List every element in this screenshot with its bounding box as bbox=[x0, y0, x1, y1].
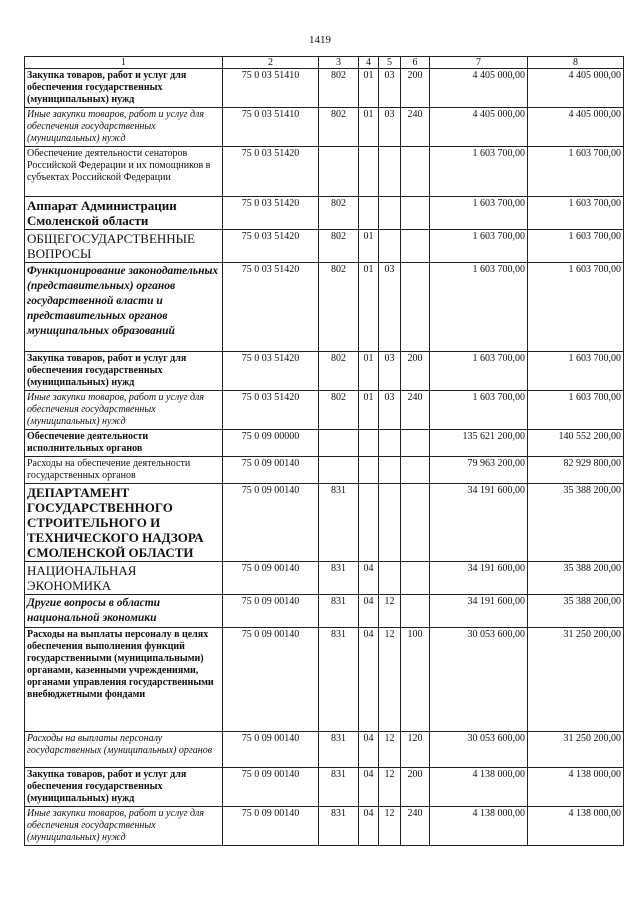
row-name-cell: Иные закупки товаров, работ и услуг для обеспечения государственных (муниципальных) нужд bbox=[25, 391, 223, 430]
subsection-cell: 03 bbox=[379, 391, 401, 430]
expense-type-cell bbox=[401, 562, 430, 595]
amount-cell-col7: 1 603 700,00 bbox=[430, 230, 528, 263]
expense-type-cell bbox=[401, 263, 430, 352]
admin-code-cell: 802 bbox=[319, 352, 359, 391]
expense-type-cell bbox=[401, 595, 430, 628]
admin-code-cell: 802 bbox=[319, 230, 359, 263]
code-cell: 75 0 03 51420 bbox=[223, 391, 319, 430]
table-row bbox=[25, 197, 624, 230]
section-cell: 04 bbox=[359, 732, 379, 768]
admin-code-cell: 831 bbox=[319, 768, 359, 807]
section-cell: 04 bbox=[359, 628, 379, 732]
row-name-cell: Закупка товаров, работ и услуг для обеспечения государственных (муниципальных) нужд bbox=[25, 69, 223, 108]
row-name-cell: Расходы на выплаты персоналу в целях обеспечения выполнения функций государственными (муниципальными) органами, казенными учреждениями, органами управления государственными внебюджетными фондами bbox=[25, 628, 223, 732]
admin-code-cell: 831 bbox=[319, 562, 359, 595]
amount-cell-col7: 1 603 700,00 bbox=[430, 147, 528, 197]
subsection-cell bbox=[379, 562, 401, 595]
code-cell: 75 0 03 51420 bbox=[223, 230, 319, 263]
expense-type-cell: 120 bbox=[401, 732, 430, 768]
row-name-cell: Иные закупки товаров, работ и услуг для обеспечения государственных (муниципальных) нужд bbox=[25, 807, 223, 846]
code-cell: 75 0 03 51410 bbox=[223, 69, 319, 108]
amount-cell-col8: 35 388 200,00 bbox=[528, 562, 624, 595]
header-cell: 4 bbox=[359, 57, 379, 69]
code-cell: 75 0 09 00140 bbox=[223, 595, 319, 628]
subsection-cell: 03 bbox=[379, 352, 401, 391]
amount-cell-col8: 4 138 000,00 bbox=[528, 807, 624, 846]
section-cell bbox=[359, 147, 379, 197]
amount-cell-col8: 1 603 700,00 bbox=[528, 352, 624, 391]
code-cell: 75 0 09 00140 bbox=[223, 768, 319, 807]
subsection-cell: 12 bbox=[379, 768, 401, 807]
expense-type-cell: 240 bbox=[401, 391, 430, 430]
header-cell: 3 bbox=[319, 57, 359, 69]
section-cell bbox=[359, 457, 379, 484]
section-cell: 01 bbox=[359, 352, 379, 391]
table-row bbox=[25, 230, 624, 263]
amount-cell-col8: 1 603 700,00 bbox=[528, 197, 624, 230]
expense-type-cell: 200 bbox=[401, 69, 430, 108]
header-cell: 6 bbox=[401, 57, 430, 69]
amount-cell-col7: 34 191 600,00 bbox=[430, 562, 528, 595]
table-row bbox=[25, 263, 624, 352]
table-row bbox=[25, 768, 624, 807]
expense-type-cell bbox=[401, 230, 430, 263]
code-cell: 75 0 03 51420 bbox=[223, 147, 319, 197]
section-cell: 01 bbox=[359, 69, 379, 108]
amount-cell-col8: 35 388 200,00 bbox=[528, 595, 624, 628]
admin-code-cell bbox=[319, 147, 359, 197]
code-cell: 75 0 09 00140 bbox=[223, 628, 319, 732]
row-name-cell: Обеспечение деятельности сенаторов Российской Федерации и их помощников в субъектах Российской Федерации bbox=[25, 147, 223, 197]
amount-cell-col7: 4 405 000,00 bbox=[430, 108, 528, 147]
subsection-cell: 03 bbox=[379, 69, 401, 108]
section-cell: 04 bbox=[359, 595, 379, 628]
amount-cell-col7: 4 138 000,00 bbox=[430, 807, 528, 846]
amount-cell-col7: 4 405 000,00 bbox=[430, 69, 528, 108]
expense-type-cell: 200 bbox=[401, 352, 430, 391]
section-cell: 04 bbox=[359, 562, 379, 595]
subsection-cell bbox=[379, 197, 401, 230]
amount-cell-col8: 31 250 200,00 bbox=[528, 732, 624, 768]
expense-type-cell: 100 bbox=[401, 628, 430, 732]
code-cell: 75 0 09 00000 bbox=[223, 430, 319, 457]
expense-type-cell bbox=[401, 430, 430, 457]
table-row bbox=[25, 108, 624, 147]
subsection-cell: 12 bbox=[379, 595, 401, 628]
amount-cell-col7: 34 191 600,00 bbox=[430, 484, 528, 562]
row-name-cell: Другие вопросы в области национальной экономики bbox=[25, 595, 223, 628]
code-cell: 75 0 03 51420 bbox=[223, 197, 319, 230]
amount-cell-col8: 1 603 700,00 bbox=[528, 263, 624, 352]
budget-table bbox=[24, 56, 624, 846]
row-name-cell: Закупка товаров, работ и услуг для обеспечения государственных (муниципальных) нужд bbox=[25, 768, 223, 807]
section-cell: 01 bbox=[359, 263, 379, 352]
section-cell: 01 bbox=[359, 230, 379, 263]
amount-cell-col7: 1 603 700,00 bbox=[430, 352, 528, 391]
subsection-cell bbox=[379, 457, 401, 484]
section-cell: 01 bbox=[359, 108, 379, 147]
amount-cell-col7: 79 963 200,00 bbox=[430, 457, 528, 484]
amount-cell-col7: 4 138 000,00 bbox=[430, 768, 528, 807]
table-row bbox=[25, 391, 624, 430]
section-cell bbox=[359, 430, 379, 457]
expense-type-cell: 240 bbox=[401, 108, 430, 147]
row-name-cell: Расходы на выплаты персоналу государственных (муниципальных) органов bbox=[25, 732, 223, 768]
table-row bbox=[25, 147, 624, 197]
header-cell: 1 bbox=[25, 57, 223, 69]
table-row bbox=[25, 352, 624, 391]
code-cell: 75 0 09 00140 bbox=[223, 732, 319, 768]
table-row bbox=[25, 628, 624, 732]
code-cell: 75 0 09 00140 bbox=[223, 807, 319, 846]
amount-cell-col8: 31 250 200,00 bbox=[528, 628, 624, 732]
code-cell: 75 0 03 51420 bbox=[223, 352, 319, 391]
admin-code-cell: 831 bbox=[319, 807, 359, 846]
amount-cell-col7: 1 603 700,00 bbox=[430, 391, 528, 430]
header-cell: 8 bbox=[528, 57, 624, 69]
code-cell: 75 0 09 00140 bbox=[223, 457, 319, 484]
table-row bbox=[25, 732, 624, 768]
subsection-cell: 12 bbox=[379, 628, 401, 732]
expense-type-cell bbox=[401, 147, 430, 197]
table-row bbox=[25, 69, 624, 108]
amount-cell-col7: 1 603 700,00 bbox=[430, 197, 528, 230]
table-row bbox=[25, 562, 624, 595]
admin-code-cell: 831 bbox=[319, 484, 359, 562]
amount-cell-col8: 4 405 000,00 bbox=[528, 69, 624, 108]
header-cell: 7 bbox=[430, 57, 528, 69]
table-header-row bbox=[25, 57, 624, 69]
section-cell: 01 bbox=[359, 391, 379, 430]
header-cell: 5 bbox=[379, 57, 401, 69]
header-cell: 2 bbox=[223, 57, 319, 69]
row-name-cell: Закупка товаров, работ и услуг для обеспечения государственных (муниципальных) нужд bbox=[25, 352, 223, 391]
amount-cell-col8: 140 552 200,00 bbox=[528, 430, 624, 457]
amount-cell-col7: 1 603 700,00 bbox=[430, 263, 528, 352]
subsection-cell: 03 bbox=[379, 108, 401, 147]
section-cell bbox=[359, 484, 379, 562]
code-cell: 75 0 09 00140 bbox=[223, 484, 319, 562]
amount-cell-col7: 135 621 200,00 bbox=[430, 430, 528, 457]
row-name-cell: ДЕПАРТАМЕНТ ГОСУДАРСТВЕННОГО СТРОИТЕЛЬНОГО И ТЕХНИЧЕСКОГО НАДЗОРА СМОЛЕНСКОЙ ОБЛАСТИ bbox=[25, 484, 223, 562]
table-row bbox=[25, 457, 624, 484]
row-name-cell: ОБЩЕГОСУДАРСТВЕННЫЕ ВОПРОСЫ bbox=[25, 230, 223, 263]
row-name-cell: Иные закупки товаров, работ и услуг для обеспечения государственных (муниципальных) нужд bbox=[25, 108, 223, 147]
amount-cell-col7: 30 053 600,00 bbox=[430, 628, 528, 732]
amount-cell-col8: 82 929 800,00 bbox=[528, 457, 624, 484]
expense-type-cell bbox=[401, 484, 430, 562]
subsection-cell bbox=[379, 147, 401, 197]
table-row bbox=[25, 430, 624, 457]
row-name-cell: Аппарат Администрации Смоленской области bbox=[25, 197, 223, 230]
subsection-cell: 12 bbox=[379, 732, 401, 768]
expense-type-cell bbox=[401, 457, 430, 484]
amount-cell-col7: 30 053 600,00 bbox=[430, 732, 528, 768]
table-row bbox=[25, 595, 624, 628]
amount-cell-col8: 35 388 200,00 bbox=[528, 484, 624, 562]
row-name-cell: НАЦИОНАЛЬНАЯ ЭКОНОМИКА bbox=[25, 562, 223, 595]
admin-code-cell: 802 bbox=[319, 69, 359, 108]
amount-cell-col8: 1 603 700,00 bbox=[528, 391, 624, 430]
amount-cell-col8: 1 603 700,00 bbox=[528, 230, 624, 263]
amount-cell-col7: 34 191 600,00 bbox=[430, 595, 528, 628]
row-name-cell: Функционирование законодательных (представительных) органов государственной власти и представительных органов муниципальных образований bbox=[25, 263, 223, 352]
code-cell: 75 0 09 00140 bbox=[223, 562, 319, 595]
amount-cell-col8: 1 603 700,00 bbox=[528, 147, 624, 197]
admin-code-cell bbox=[319, 457, 359, 484]
admin-code-cell: 802 bbox=[319, 197, 359, 230]
admin-code-cell: 831 bbox=[319, 628, 359, 732]
expense-type-cell: 200 bbox=[401, 768, 430, 807]
amount-cell-col8: 4 405 000,00 bbox=[528, 108, 624, 147]
admin-code-cell: 802 bbox=[319, 263, 359, 352]
expense-type-cell bbox=[401, 197, 430, 230]
subsection-cell bbox=[379, 430, 401, 457]
subsection-cell: 12 bbox=[379, 807, 401, 846]
code-cell: 75 0 03 51410 bbox=[223, 108, 319, 147]
page-number: 1419 bbox=[309, 34, 331, 46]
row-name-cell: Обеспечение деятельности исполнительных органов bbox=[25, 430, 223, 457]
expense-type-cell: 240 bbox=[401, 807, 430, 846]
subsection-cell bbox=[379, 484, 401, 562]
row-name-cell: Расходы на обеспечение деятельности государственных органов bbox=[25, 457, 223, 484]
amount-cell-col8: 4 138 000,00 bbox=[528, 768, 624, 807]
code-cell: 75 0 03 51420 bbox=[223, 263, 319, 352]
section-cell bbox=[359, 197, 379, 230]
table-row bbox=[25, 807, 624, 846]
section-cell: 04 bbox=[359, 807, 379, 846]
section-cell: 04 bbox=[359, 768, 379, 807]
admin-code-cell: 831 bbox=[319, 732, 359, 768]
admin-code-cell: 802 bbox=[319, 108, 359, 147]
admin-code-cell: 831 bbox=[319, 595, 359, 628]
subsection-cell: 03 bbox=[379, 263, 401, 352]
table-row bbox=[25, 484, 624, 562]
admin-code-cell bbox=[319, 430, 359, 457]
subsection-cell bbox=[379, 230, 401, 263]
admin-code-cell: 802 bbox=[319, 391, 359, 430]
